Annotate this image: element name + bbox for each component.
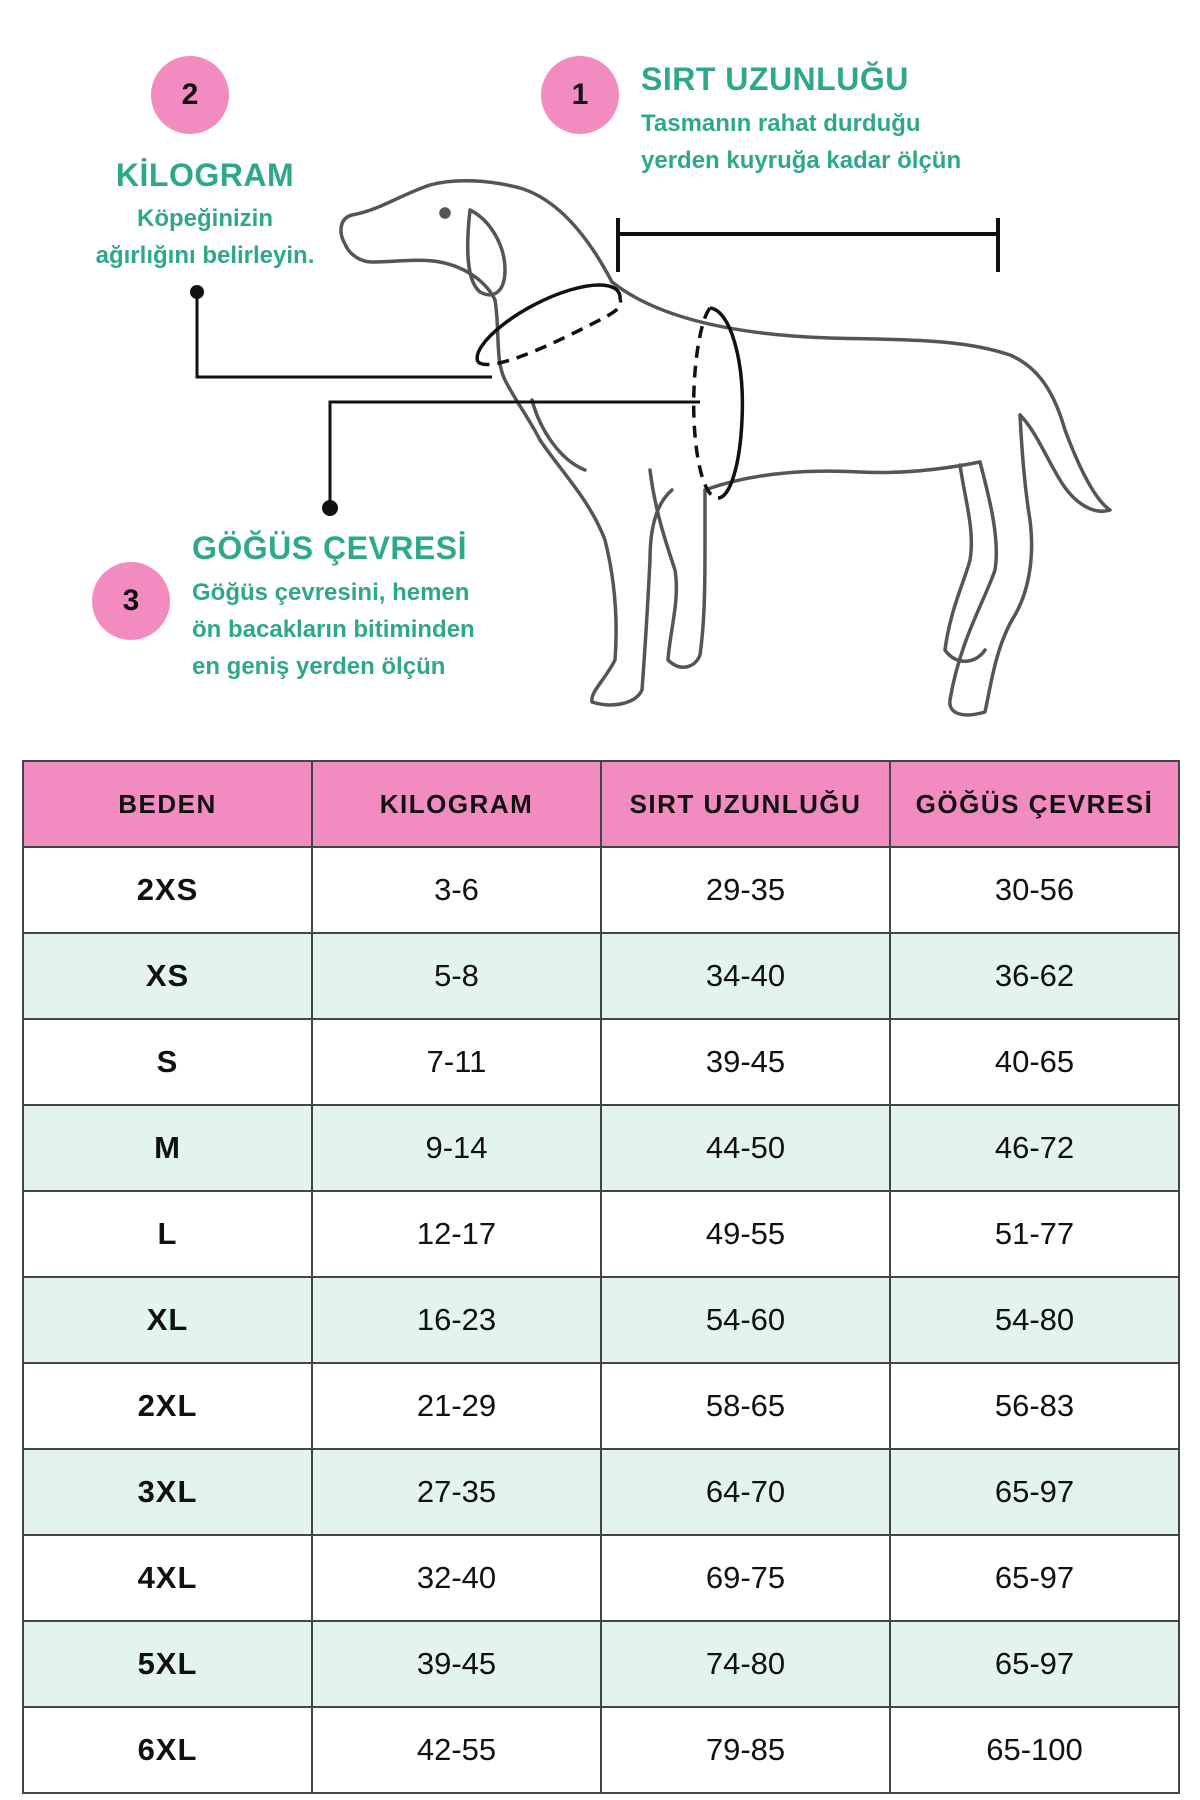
- back-length-cell: 79-85: [601, 1707, 890, 1793]
- weight-cell: 5-8: [312, 933, 601, 1019]
- chest-girth-cell: 65-97: [890, 1449, 1179, 1535]
- chest-girth-cell: 51-77: [890, 1191, 1179, 1277]
- chest-pointer-line: [330, 402, 700, 508]
- dog-ear-outline: [468, 210, 505, 295]
- chest-girth-cell: 65-100: [890, 1707, 1179, 1793]
- chest-girth-cell: 40-65: [890, 1019, 1179, 1105]
- weight-step-badge: [151, 56, 229, 134]
- chest-girth-cell: 36-62: [890, 933, 1179, 1019]
- back-length-cell: 54-60: [601, 1277, 890, 1363]
- dog-hind-leg-2-outline: [945, 465, 985, 661]
- chest-title: GÖĞÜS ÇEVRESİ: [192, 530, 467, 566]
- weight-desc-line1: Köpeğinizin: [137, 205, 273, 232]
- weight-cell: 9-14: [312, 1105, 601, 1191]
- table-row: [23, 1621, 1179, 1707]
- size-chart-header-row: [23, 761, 1179, 847]
- table-row: [23, 1535, 1179, 1621]
- table-row: [23, 1449, 1179, 1535]
- weight-cell: 16-23: [312, 1277, 601, 1363]
- size-cell: L: [23, 1191, 312, 1277]
- back-length-cell: 29-35: [601, 847, 890, 933]
- table-row: [23, 1191, 1179, 1277]
- weight-cell: 7-11: [312, 1019, 601, 1105]
- chest-pointer-dot: [322, 500, 338, 516]
- weight-pointer-dot: [190, 285, 204, 299]
- size-cell: S: [23, 1019, 312, 1105]
- weight-cell: 39-45: [312, 1621, 601, 1707]
- chest-girth-solid-outline: [710, 308, 742, 498]
- header-chest-girth: GÖĞÜS ÇEVRESİ: [890, 761, 1179, 847]
- table-row: [23, 1277, 1179, 1363]
- weight-title: KİLOGRAM: [115, 157, 295, 193]
- weight-cell: 3-6: [312, 847, 601, 933]
- size-chart-table: [22, 760, 1180, 1794]
- chest-girth-cell: 65-97: [890, 1621, 1179, 1707]
- back-length-cell: 58-65: [601, 1363, 890, 1449]
- weight-cell: 27-35: [312, 1449, 601, 1535]
- back-length-cell: 74-80: [601, 1621, 890, 1707]
- size-cell: XS: [23, 933, 312, 1019]
- dog-eye: [441, 209, 449, 217]
- back-length-cell: 49-55: [601, 1191, 890, 1277]
- chest-girth-cell: 56-83: [890, 1363, 1179, 1449]
- weight-step-number: 2: [181, 78, 199, 111]
- chest-girth-cell: 30-56: [890, 847, 1179, 933]
- size-cell: 2XS: [23, 847, 312, 933]
- header-back-length: SIRT UZUNLUĞU: [601, 761, 890, 847]
- size-cell: 6XL: [23, 1707, 312, 1793]
- back-length-desc-line1: Tasmanın rahat durduğu: [641, 110, 921, 137]
- weight-desc-line2: ağırlığını belirleyin.: [95, 242, 315, 269]
- back-length-cell: 34-40: [601, 933, 890, 1019]
- chest-desc-line2: ön bacakların bitiminden: [192, 616, 475, 643]
- table-row: [23, 933, 1179, 1019]
- dog-head-outline: [341, 181, 612, 300]
- back-length-step-badge: [541, 56, 619, 134]
- header-weight: KILOGRAM: [312, 761, 601, 847]
- back-length-desc-line2: yerden kuyruğa kadar ölçün: [641, 147, 962, 174]
- size-cell: 5XL: [23, 1621, 312, 1707]
- size-cell: XL: [23, 1277, 312, 1363]
- table-row: [23, 1105, 1179, 1191]
- dog-hind-leg-outline: [950, 415, 1032, 715]
- weight-cell: 12-17: [312, 1191, 601, 1277]
- back-length-cell: 64-70: [601, 1449, 890, 1535]
- chest-step-badge: [92, 562, 170, 640]
- size-cell: 4XL: [23, 1535, 312, 1621]
- table-row: [23, 1707, 1179, 1793]
- back-length-cell: 69-75: [601, 1535, 890, 1621]
- chest-girth-cell: 65-97: [890, 1535, 1179, 1621]
- header-size: BEDEN: [23, 761, 312, 847]
- size-cell: 3XL: [23, 1449, 312, 1535]
- weight-cell: 21-29: [312, 1363, 601, 1449]
- chest-girth-cell: 54-80: [890, 1277, 1179, 1363]
- chest-desc-line3: en geniş yerden ölçün: [192, 653, 446, 680]
- chest-girth-cell: 46-72: [890, 1105, 1179, 1191]
- back-length-cell: 44-50: [601, 1105, 890, 1191]
- table-row: [23, 1019, 1179, 1105]
- dog-back-outline: [612, 282, 1110, 511]
- weight-cell: 42-55: [312, 1707, 601, 1793]
- back-length-title: SIRT UZUNLUĞU: [641, 61, 909, 97]
- dog-chest-inner-outline: [532, 400, 585, 470]
- size-cell: M: [23, 1105, 312, 1191]
- table-row: [23, 1363, 1179, 1449]
- chest-step-number: 3: [122, 584, 140, 617]
- table-row: [23, 847, 1179, 933]
- chest-desc-line1: Göğüs çevresini, hemen: [192, 579, 470, 606]
- weight-cell: 32-40: [312, 1535, 601, 1621]
- back-length-cell: 39-45: [601, 1019, 890, 1105]
- dog-belly-outline: [705, 462, 980, 490]
- dog-neck-outline: [495, 300, 540, 440]
- back-length-step-number: 1: [571, 78, 589, 111]
- weight-pointer-line: [197, 292, 492, 377]
- dog-front-leg-2-outline: [650, 470, 705, 667]
- size-cell: 2XL: [23, 1363, 312, 1449]
